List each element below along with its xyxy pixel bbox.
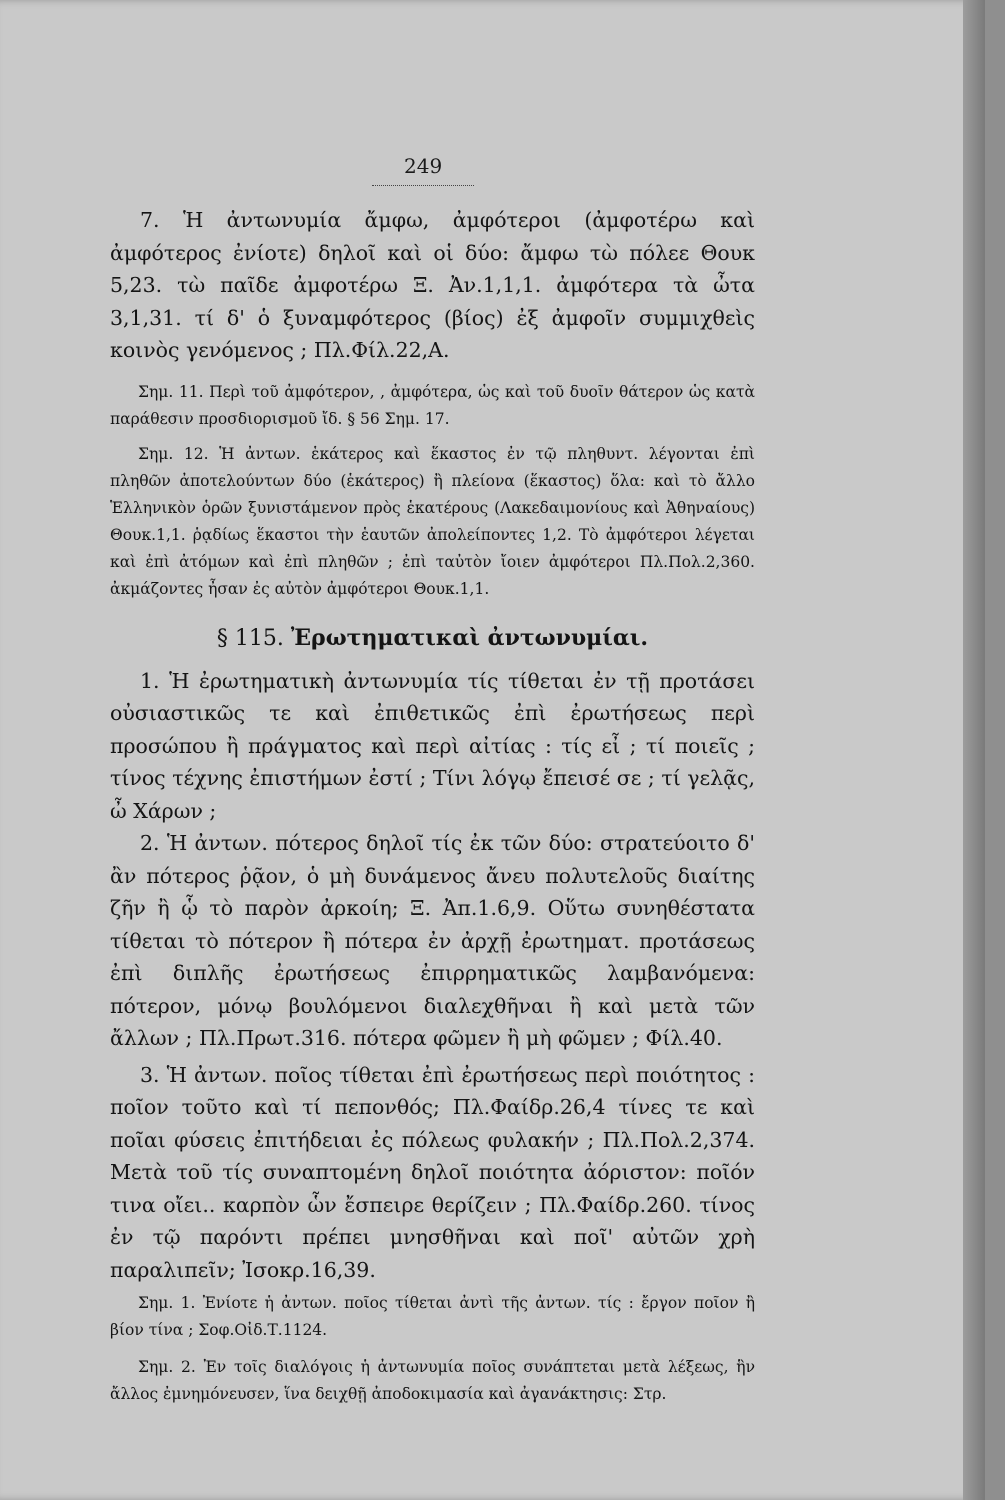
section-heading bbox=[110, 625, 755, 651]
note-1: Σημ. 1. Ἐνίοτε ἡ ἀντων. ποῖος τίθεται ἀντὶ τῆς ἀντων. τίς : ἔργον ποῖον ἢ βίον τίνα ; Σοφ.Οἰδ.Τ.1124. bbox=[110, 1294, 755, 1339]
note-11: Σημ. 11. Περὶ τοῦ ἀμφότερον, , ἀμφότερα, ὡς καὶ τοῦ δυοῖν θάτερον ὡς κατὰ παράθεσιν προσδιορισμοῦ ἴδ. § 56 Σημ. 17. bbox=[110, 382, 755, 428]
paragraph-3: 3. Ἡ ἀντων. ποῖος τίθεται ἐπὶ ἐρωτήσεως περὶ ποιότητος : ποῖον τοῦτο καὶ τί πεπονθός; Πλ.Φαίδρ.26,4 τίνες τε καὶ ποῖαι φύσεις ἐπιτήδειαι ἐς πόλεως φυλακήν ; Πλ.Πολ.2,374. Μετὰ τοῦ τίς συναπτομένη δηλοῖ ποιότητα ἀόριστον: ποῖόν τινα οἴει.. καρπὸν ὧν ἔσπειρε θερίζειν ; Πλ.Φαίδρ.260. τίνος ἐν τῷ παρόντι πρέπει μνησθῆναι καὶ ποῖ' αὐτῶν χρὴ παραλιπεῖν; Ἰσοκρ.16,39. bbox=[110, 1062, 755, 1282]
note-12: Σημ. 12. Ἡ ἀντων. ἑκάτερος καὶ ἕκαστος ἐν τῷ πληθυντ. λέγονται ἐπὶ πληθῶν ἀποτελούντων δύο (ἑκάτερος) ἢ πλείονα (ἕκαστος) ὅλα: καὶ τὸ ἄλλο Ἑλληνικὸν ὁρῶν ξυνιστάμενον πρὸς ἑκατέρους (Λακεδαιμονίους καὶ Ἀθηναίους) Θουκ.1,1. ῥᾳδίως ἕκαστοι τὴν ἑαυτῶν ἀπολείποντες 1,2. Τὸ ἀμφότεροι λέγεται καὶ ἐπὶ ἀτόμων καὶ ἐπὶ πληθῶν ; ἐπὶ ταὐτὸν ἴοιεν ἀμφότεροι Πλ.Πολ.2,360. ἀκμάζοντες ἦσαν ἐς αὐτὸν ἀμφότεροι Θουκ.1,1. bbox=[110, 444, 755, 598]
page-edge bbox=[963, 0, 985, 1500]
page-number: 249 bbox=[404, 154, 443, 178]
note-2: Σημ. 2. Ἐν τοῖς διαλόγοις ἡ ἀντωνυμία ποῖος συνάπτεται μετὰ λέξεως, ἣν ἄλλος ἐμνημόνευσεν, ἵνα δειχθῇ ἀποδοκιμασία καὶ ἀγανάκτησις: Στρ. bbox=[110, 1358, 755, 1403]
section-title: Ἐρωτηματικαὶ ἀντωνυμίαι. bbox=[290, 624, 649, 651]
paragraph-2: 2. Ἡ ἀντων. πότερος δηλοῖ τίς ἐκ τῶν δύο: στρατεύοιτο δ' ἂν πότερος ῥᾷον, ὁ μὴ δυνάμενος ἄνευ πολυτελοῦς διαίτης ζῆν ἢ ᾧ τὸ παρὸν ἀρκοίη; Ξ. Ἀπ.1.6,9. Οὕτω συνηθέστατα τίθεται τὸ πότερον ἢ πότερα ἐν ἀρχῇ ἐρωτηματ. προτάσεως ἐπὶ διπλῆς ἐρωτήσεως ἐπιρρηματικῶς λαμβανόμενα: πότερον, μόνῳ βουλόμενοι διαλεχθῆναι ἢ καὶ μετὰ τῶν ἄλλων ; Πλ.Πρωτ.316. πότερα φῶμεν ἢ μὴ φῶμεν ; Φίλ.40. bbox=[110, 831, 755, 1050]
section-number: § 115. bbox=[216, 625, 284, 651]
paragraph-7: 7. Ἡ ἀντωνυμία ἄμφω, ἀμφότεροι (ἀμφοτέρω καὶ ἀμφότερος ἐνίοτε) δηλοῖ καὶ οἱ δύο: ἄμφω τὼ πόλεε Θουκ 5,23. τὼ παῖδε ἀμφοτέρω Ξ. Ἀν.1,1,1. ἀμφότερα τὰ ὦτα 3,1,31. τί δ' ὁ ξυναμφότερος (βίος) ἐξ ἀμφοῖν συμμιχθεὶς κοινὸς γενόμενος ; Πλ.Φίλ.22,Α. bbox=[110, 208, 755, 362]
header-rule bbox=[372, 185, 474, 186]
page-body bbox=[110, 200, 755, 1408]
paragraph-1: 1. Ἡ ἐρωτηματικὴ ἀντωνυμία τίς τίθεται ἐν τῇ προτάσει οὐσιαστικῶς τε καὶ ἐπιθετικῶς ἐπὶ ἐρωτήσεως περὶ προσώπου ἢ πράγματος καὶ περὶ αἰτίας : τίς εἶ ; τί ποιεῖς ; τίνος τέχνης ἐπιστήμων ἐστί ; Τίνι λόγῳ ἔπεισέ σε ; τί γελᾷς, ὦ Χάρων ; bbox=[110, 668, 755, 823]
